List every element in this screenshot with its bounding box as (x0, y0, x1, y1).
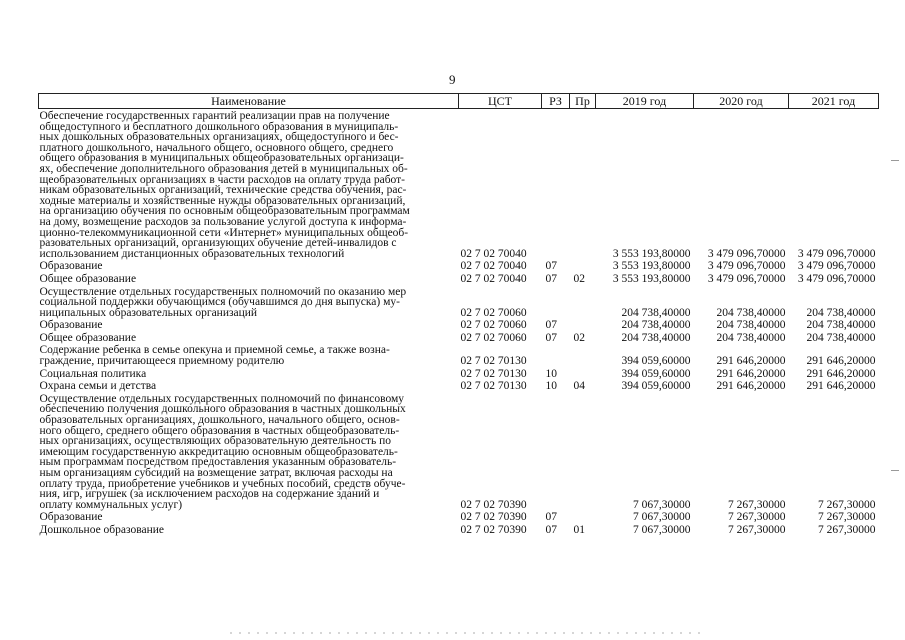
row-2021: 7 267,30000 (818, 498, 876, 511)
row-2020: 204 738,40000 (716, 319, 786, 332)
row-name: Образование (39, 511, 103, 524)
table-row (39, 510, 879, 523)
row-name: Общее образование (39, 331, 137, 344)
row-name: Образование (39, 260, 103, 273)
row-rz: 07 (545, 523, 557, 536)
row-cst: 02 7 02 70390 (460, 498, 527, 511)
row-rz (542, 285, 570, 319)
row-2021: 204 738,40000 (806, 319, 876, 332)
row-2021: 7 267,30000 (818, 511, 876, 524)
row-name: Содержание ребенка в семье опекуна и приемной семье, а также возна- граждение, причитающееся приемному родителю (39, 344, 390, 368)
table-row (39, 331, 879, 344)
page-number: 9 (449, 72, 456, 87)
row-2020: 7 267,30000 (728, 511, 786, 524)
row-pr (570, 343, 596, 366)
row-2020: 291 646,20000 (716, 380, 786, 393)
row-rz (542, 392, 570, 511)
row-2020: 291 646,20000 (716, 367, 786, 380)
row-pr (570, 510, 596, 523)
header-2021: 2021 год (789, 94, 879, 109)
table-row (39, 523, 879, 536)
header-cst: ЦСТ (459, 94, 542, 109)
row-name: Социальная политика (39, 367, 147, 380)
row-pr (570, 285, 596, 319)
row-cst: 02 7 02 70040 (460, 272, 527, 285)
row-2019: 204 738,40000 (621, 331, 691, 344)
table-row (39, 318, 879, 331)
header-rz: РЗ (542, 94, 570, 109)
row-rz: 07 (545, 319, 557, 332)
row-name: Осуществление отдельных государственных полномочий по оказанию мер социальной поддержки обучающимся (обучавшимся до дня выпуска) му- ниципальных образовательных организаций (39, 285, 407, 319)
table-row (39, 285, 879, 319)
row-name: Осуществление отдельных государственных полномочий по финансовому обеспечению получения дошкольного образования в частных дошкольных образовательных организациях, дошкольного, начального общего, основ- ного общего, среднего общего образования в частных общеобразователь- ных организациях, осуществляющих образовательную деятельность по имеющим государственную аккредитацию основным общеобразователь- ным программам посредством предоставления указанным образователь- ным организациям субсидий на возмещение затрат, включая расходы на оплату труда, приобретение учебников и учебных пособий, средств обуче- ния, игр, игрушек (за исключением расходов на содержание зданий и оплату коммунальных услуг) (39, 392, 406, 511)
row-2020: 3 479 096,70000 (707, 260, 786, 273)
row-cst: 02 7 02 70130 (460, 380, 527, 393)
row-cst: 02 7 02 70390 (460, 511, 527, 524)
row-rz (542, 109, 570, 260)
row-cst: 02 7 02 70060 (460, 306, 527, 319)
row-2020: 3 479 096,70000 (707, 247, 786, 260)
row-2019: 7 067,30000 (633, 511, 691, 524)
row-pr (570, 259, 596, 272)
row-rz: 07 (545, 331, 557, 344)
scan-artifact-line (230, 632, 700, 634)
row-name: Дошкольное образование (39, 523, 165, 536)
row-rz (542, 343, 570, 366)
row-rz: 07 (545, 260, 557, 273)
header-name: Наименование (39, 94, 459, 109)
row-name: Обеспечение государственных гарантий реализации прав на получение общедоступного и бесплатного дошкольного образования в муниципаль- ных дошкольных образовательных организациях, общедоступного и бес- платного дошкольного, начального общего, основного общего, среднего общего образования в муниципальных общеобразовательных организаци- ях, обеспечение дополнительного образования детей в муниципальных об- щеобразовательных организациях в части расходов на оплату труда работ- никам образовательных организаций, технические средства обучения, рас- ходные материалы и хозяйственные нужды образовательных организаций, на организацию обучения по основным общеобразовательным программам на дому, возмещение расходов за пользование услугой доступа к информа- ционно-телекоммуникационной сети «Интернет» муниципальных общеоб- разовательных организаций, организующих обучение детей-инвалидов с использованием дистанционных образовательных технологий (39, 110, 410, 260)
row-2021: 291 646,20000 (806, 380, 876, 393)
row-name: Охрана семьи и детства (39, 380, 157, 393)
row-cst: 02 7 02 70130 (460, 355, 527, 368)
row-2021: 204 738,40000 (806, 306, 876, 319)
row-2021: 3 479 096,70000 (797, 272, 876, 285)
table-row (39, 272, 879, 285)
row-name: Общее образование (39, 272, 137, 285)
table-row (39, 343, 879, 366)
row-2020: 3 479 096,70000 (707, 272, 786, 285)
row-2020: 7 267,30000 (728, 498, 786, 511)
row-rz: 07 (545, 511, 557, 524)
row-cst: 02 7 02 70060 (460, 319, 527, 332)
row-2021: 3 479 096,70000 (797, 247, 876, 260)
header-2019: 2019 год (596, 94, 694, 109)
row-cst: 02 7 02 70130 (460, 367, 527, 380)
header-pr: Пр (570, 94, 596, 109)
row-2021: 204 738,40000 (806, 331, 876, 344)
row-rz: 10 (545, 367, 557, 380)
row-cst: 02 7 02 70390 (460, 523, 527, 536)
row-2019: 7 067,30000 (633, 498, 691, 511)
table-row (39, 259, 879, 272)
row-2019: 7 067,30000 (633, 523, 691, 536)
row-name: Образование (39, 319, 103, 332)
row-cst: 02 7 02 70040 (460, 260, 527, 273)
row-pr (570, 109, 596, 260)
row-pr: 01 (573, 523, 585, 536)
table-row (39, 392, 879, 511)
row-2019: 394 059,60000 (621, 367, 691, 380)
row-2020: 7 267,30000 (728, 523, 786, 536)
row-pr: 02 (573, 272, 585, 285)
row-rz: 10 (545, 380, 557, 393)
table-header-row (39, 94, 879, 109)
budget-table (38, 93, 879, 536)
row-pr: 04 (573, 380, 585, 393)
table-row (39, 367, 879, 380)
row-2019: 204 738,40000 (621, 306, 691, 319)
row-2020: 291 646,20000 (716, 355, 786, 368)
row-2020: 204 738,40000 (716, 306, 786, 319)
row-2019: 3 553 193,80000 (612, 260, 691, 273)
row-rz: 07 (545, 272, 557, 285)
row-2021: 7 267,30000 (818, 523, 876, 536)
row-cst: 02 7 02 70060 (460, 331, 527, 344)
header-2020: 2020 год (694, 94, 789, 109)
row-pr: 02 (573, 331, 585, 344)
row-pr (570, 318, 596, 331)
row-2021: 291 646,20000 (806, 355, 876, 368)
row-pr (570, 367, 596, 380)
table-row (39, 379, 879, 392)
row-2019: 394 059,60000 (621, 355, 691, 368)
row-2020: 204 738,40000 (716, 331, 786, 344)
scan-edge-mark (891, 160, 899, 161)
scan-edge-mark (891, 470, 899, 471)
row-pr (570, 392, 596, 511)
row-2021: 291 646,20000 (806, 367, 876, 380)
row-2021: 3 479 096,70000 (797, 260, 876, 273)
table-row (39, 109, 879, 260)
row-2019: 394 059,60000 (621, 380, 691, 393)
row-2019: 3 553 193,80000 (612, 272, 691, 285)
row-2019: 204 738,40000 (621, 319, 691, 332)
row-cst: 02 7 02 70040 (460, 247, 527, 260)
row-2019: 3 553 193,80000 (612, 247, 691, 260)
